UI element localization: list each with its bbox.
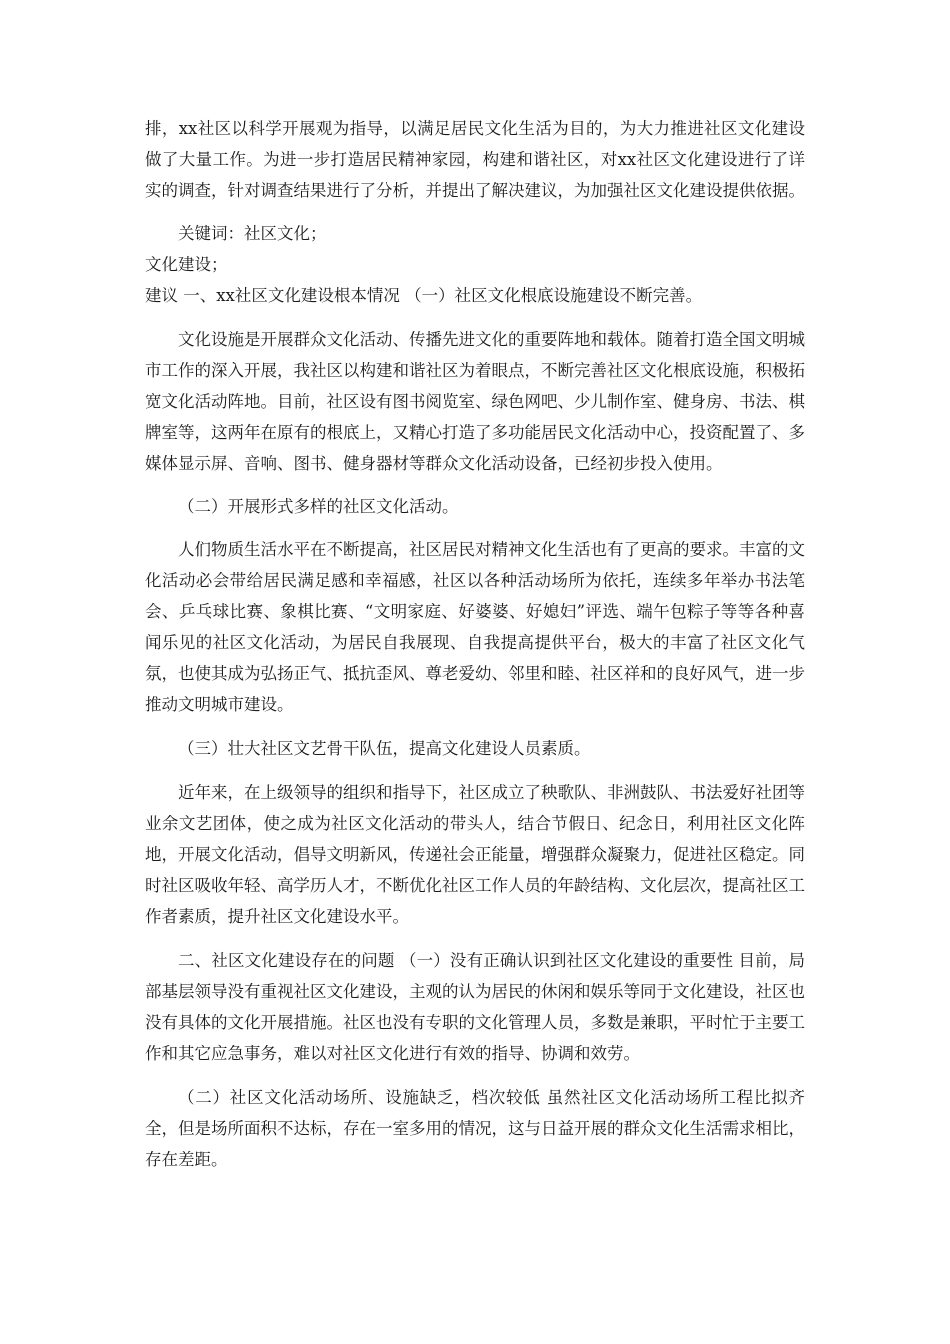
subheading-three: （三）壮大社区文艺骨干队伍，提高文化建设人员素质。: [178, 739, 591, 758]
subheading-two: （二）开展形式多样的社区文化活动。: [178, 497, 459, 516]
intro-paragraph: 排，xx社区以科学开展观为指导，以满足居民文化生活为目的，为大力推进社区文化建设做了大量工作。为进一步打造居民精神家园，构建和谐社区，对xx社区文化建设进行了详实的调查，针对调查结果进行了分析，并提出了解决建议，为加强社区文化建设提供依据。: [145, 119, 805, 200]
paragraph-problems: 二、社区文化建设存在的问题 （一）没有正确认识到社区文化建设的重要性 目前，局部基层领导没有重视社区文化建设，主观的认为居民的休闲和娱乐等同于文化建设，社区也没有具体的文化开展措施。社区也没有专职的文化管理人员，多数是兼职，平时忙于主要工作和其它应急事务，难以对社区文化进行有效的指导、协调和效劳。: [145, 951, 805, 1063]
keywords-line: 关键词：社区文化；: [178, 224, 327, 243]
paragraph-activities: 人们物质生活水平在不断提高，社区居民对精神文化生活也有了更高的要求。丰富的文化活动必会带给居民满足感和幸福感，社区以各种活动场所为依托，连续多年举办书法笔会、乒乓球比赛、象棋比赛、“文明家庭、好婆婆、好媳妇”评选、端午包粽子等等各种喜闻乐见的社区文化活动，为居民自我展现、自我提高提供平台，极大的丰富了社区文化气氛，也使其成为弘扬正气、抵抗歪风、尊老爱幼、邻里和睦、社区祥和的良好风气，进一步推动文明城市建设。: [145, 540, 805, 714]
keywords-continued: 文化建设；: [145, 255, 228, 274]
paragraph-team: 近年来，在上级领导的组织和指导下，社区成立了秧歌队、非洲鼓队、书法爱好社团等业余文艺团体，使之成为社区文化活动的带头人，结合节假日、纪念日，利用社区文化阵地，开展文化活动，倡导文明新风，传递社会正能量，增强群众凝聚力，促进社区稳定。同时社区吸收年轻、高学历人才，不断优化社区工作人员的年龄结构、文化层次，提高社区工作者素质，提升社区文化建设水平。: [145, 783, 805, 926]
paragraph-facilities: 文化设施是开展群众文化活动、传播先进文化的重要阵地和载体。随着打造全国文明城市工作的深入开展，我社区以构建和谐社区为着眼点，不断完善社区文化根底设施，积极拓宽文化活动阵地。目前，社区设有图书阅览室、绿色网吧、少儿制作室、健身房、书法、棋牌室等，这两年在原有的根底上，又精心打造了多功能居民文化活动中心，投资配置了、多媒体显示屏、音响、图书、健身器材等群众文化活动设备，已经初步投入使用。: [145, 330, 805, 473]
paragraph-facility-shortage: （二）社区文化活动场所、设施缺乏，档次较低 虽然社区文化活动场所工程比拟齐全，但是场所面积不达标，存在一室多用的情况，这与日益开展的群众文化生活需求相比，存在差距。: [145, 1088, 805, 1169]
section-heading-one: 建议 一、xx社区文化建设根本情况 （一）社区文化根底设施建设不断完善。: [145, 286, 703, 305]
